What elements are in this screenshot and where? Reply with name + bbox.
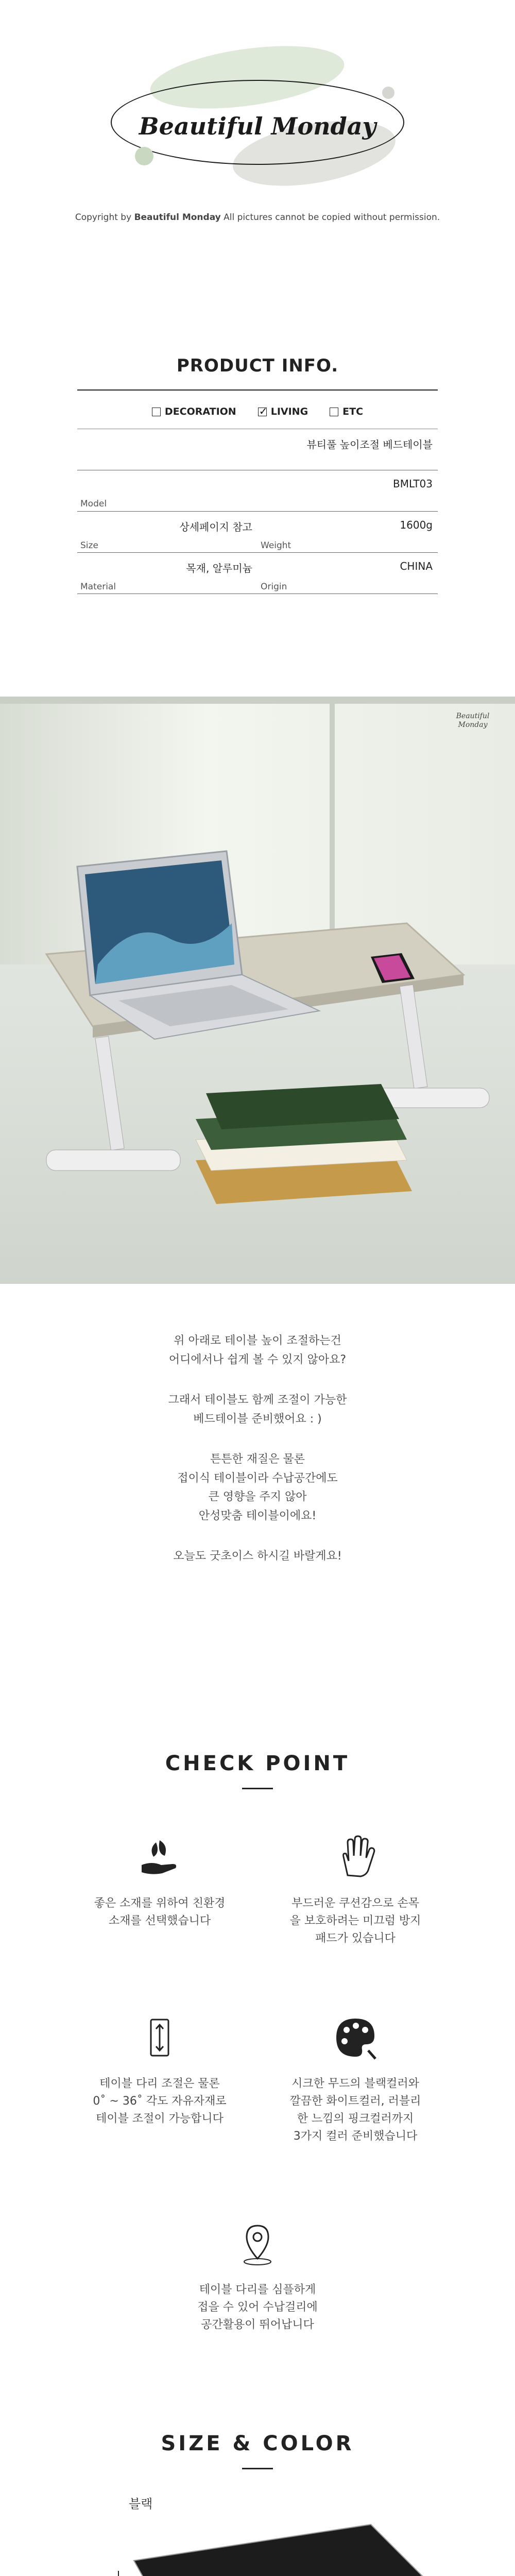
- check-point-title: CHECK POINT: [165, 1752, 350, 1775]
- feature-storage-text: 테이블 다리를 심플하게 접을 수 있어 수납걸리에 공간활용이 뛰어납니다: [197, 2283, 318, 2332]
- category-label: LIVING: [270, 406, 308, 417]
- product-name-value: 뷰티풀 높이조절 베드테이블: [306, 438, 433, 451]
- copyright-notice: [0, 212, 515, 223]
- variant-table-image: [0, 2514, 515, 2576]
- title-underline: [242, 1788, 273, 1789]
- color-variant: [0, 2494, 515, 2576]
- info-row-size-weight: [77, 512, 438, 553]
- weight-value: 1600g: [400, 519, 433, 531]
- size-color: [0, 2432, 515, 2576]
- info-row-name: [77, 429, 438, 470]
- origin-value: CHINA: [400, 560, 433, 572]
- origin-cell: [258, 553, 438, 594]
- feature-eco: [77, 1829, 242, 1930]
- palette-icon: [327, 2009, 384, 2066]
- size-value: 상세페이지 참고: [179, 521, 252, 533]
- weight-label: Weight: [261, 540, 291, 551]
- location-pin-icon: [229, 2215, 286, 2272]
- category-label: ETC: [342, 406, 364, 417]
- feature-colors-text: 시크한 무드의 블랙컬러와 깔끔한 화이트컬러, 러블리 한 느낌의 핑크컬러까지 3가지 컬러 준비했습니다: [289, 2077, 421, 2143]
- feature-colors: [273, 2009, 438, 2145]
- feature-storage: [175, 2215, 340, 2334]
- feature-cushion-text: 부드러운 쿠션감으로 손목 을 보호하려는 미끄럼 방지 패드가 있습니다: [289, 1897, 421, 1945]
- origin-label: Origin: [261, 582, 287, 592]
- angle-adjust-icon: [131, 2009, 188, 2066]
- hero-photo: [0, 697, 515, 1284]
- feature-cushion: [273, 1829, 438, 1947]
- decor-dot-right: [382, 87, 394, 99]
- intro-paragraph: 그래서 테이블도 함께 조절이 가능한 베드테이블 준비했어요 : ): [168, 1394, 347, 1426]
- copyright-prefix: Copyright by: [75, 212, 132, 223]
- intro-paragraph: 튼튼한 재질은 물론 접이식 테이블이라 수납공간에도 큰 영향을 주지 않아 안성맞춤 테이블이에요!: [177, 1453, 338, 1522]
- size-color-title: SIZE & COLOR: [161, 2432, 354, 2455]
- size-cell: [77, 512, 258, 553]
- product-info: [0, 355, 515, 623]
- feature-angle: [77, 2009, 242, 2128]
- info-row-material-origin: [77, 553, 438, 594]
- info-divider-top: [77, 389, 438, 391]
- category-checkboxes: [0, 406, 515, 417]
- intro-text: [0, 1332, 515, 1759]
- variant-name: 블랙: [129, 2497, 153, 2511]
- feature-angle-text: 테이블 다리 조절은 물론 0˚ ~ 36˚ 각도 자유자재로 테이블 조절이 가능합니다: [93, 2077, 227, 2126]
- copyright-suffix: All pictures cannot be copied without permission.: [224, 212, 440, 223]
- check-point: [0, 1752, 515, 2427]
- category-etc: [330, 406, 363, 417]
- info-row-model: [77, 470, 438, 512]
- weight-cell: [258, 512, 438, 553]
- checkbox-icon: [152, 408, 161, 416]
- checkbox-icon: [330, 408, 338, 416]
- hero-brand-mark: Beautiful Monday: [456, 712, 490, 729]
- model-value: BMLT03: [392, 478, 433, 490]
- feature-eco-text: 좋은 소재를 위하여 친환경 소재를 선택했습니다: [94, 1897, 226, 1928]
- product-info-title: PRODUCT INFO.: [176, 355, 339, 376]
- material-label: Material: [80, 582, 116, 592]
- title-underline: [242, 2468, 273, 2469]
- eco-hand-leaf-icon: [131, 1829, 188, 1886]
- model-label: Model: [80, 499, 107, 509]
- decor-dot-left: [135, 147, 153, 165]
- size-label: Size: [80, 540, 98, 551]
- brand-header: [0, 0, 515, 242]
- material-value: 목재, 알루미늄: [186, 562, 252, 574]
- material-cell: [77, 553, 258, 594]
- category-living: [258, 406, 308, 417]
- category-label: DECORATION: [164, 406, 236, 417]
- intro-paragraph: 위 아래로 테이블 높이 조절하는건 어디에서나 쉽게 볼 수 있지 않아요?: [168, 1334, 347, 1366]
- hand-icon: [327, 1829, 384, 1886]
- category-decoration: [152, 406, 236, 417]
- brand-title: Beautiful Monday: [139, 112, 376, 140]
- intro-paragraph: 오늘도 굿초이스 하시길 바랄게요!: [173, 1550, 342, 1563]
- copyright-brand: Beautiful Monday: [134, 212, 221, 223]
- checked-checkbox-icon: [258, 408, 267, 416]
- bed-table-illustration: [0, 697, 515, 1284]
